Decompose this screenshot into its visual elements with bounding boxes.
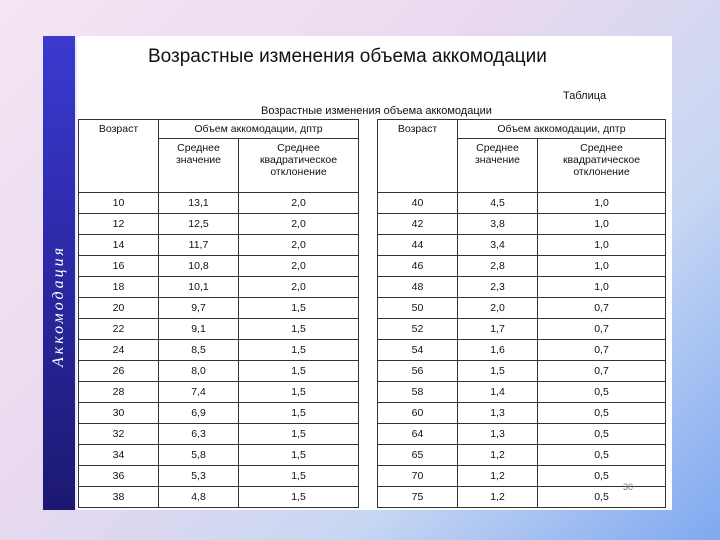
sd-cell: 1,5 (239, 298, 359, 319)
slide (43, 36, 672, 510)
sd-cell: 0,5 (538, 466, 666, 487)
sd-cell: 1,5 (239, 445, 359, 466)
age-cell: 30 (79, 403, 159, 424)
table-row (79, 319, 359, 340)
table-row (79, 403, 359, 424)
mean-cell: 1,4 (458, 382, 538, 403)
mean-cell: 9,7 (159, 298, 239, 319)
table-row (79, 256, 359, 277)
table-row (79, 445, 359, 466)
age-cell: 48 (378, 277, 458, 298)
mean-cell: 1,2 (458, 445, 538, 466)
mean-cell: 2,3 (458, 277, 538, 298)
mean-cell: 12,5 (159, 214, 239, 235)
mean-cell: 1,2 (458, 487, 538, 508)
sd-cell: 0,7 (538, 319, 666, 340)
age-cell: 10 (79, 193, 159, 214)
age-cell: 56 (378, 361, 458, 382)
sd-cell: 1,0 (538, 256, 666, 277)
age-cell: 58 (378, 382, 458, 403)
table-row (378, 277, 666, 298)
age-cell: 70 (378, 466, 458, 487)
age-cell: 24 (79, 340, 159, 361)
mean-cell: 5,8 (159, 445, 239, 466)
mean-cell: 13,1 (159, 193, 239, 214)
sd-cell: 0,7 (538, 340, 666, 361)
mean-cell: 10,1 (159, 277, 239, 298)
table-row (378, 340, 666, 361)
sd-header: Среднее квадратическое отклонение (538, 139, 666, 193)
mean-cell: 1,2 (458, 466, 538, 487)
age-cell: 52 (378, 319, 458, 340)
table-row (79, 487, 359, 508)
age-cell: 54 (378, 340, 458, 361)
sidebar-title: Аккомодация (50, 244, 67, 368)
age-cell: 42 (378, 214, 458, 235)
age-cell: 26 (79, 361, 159, 382)
accommodation-table-right (377, 119, 666, 508)
page-number: 30 (623, 482, 634, 492)
age-cell: 46 (378, 256, 458, 277)
age-header: Возраст (378, 120, 458, 193)
age-cell: 20 (79, 298, 159, 319)
sd-cell: 1,0 (538, 193, 666, 214)
mean-cell: 1,3 (458, 403, 538, 424)
volume-header: Объем аккомодации, дптр (159, 120, 359, 139)
sd-cell: 1,0 (538, 214, 666, 235)
mean-cell: 3,4 (458, 235, 538, 256)
mean-cell: 6,3 (159, 424, 239, 445)
table-row (378, 214, 666, 235)
mean-cell: 11,7 (159, 235, 239, 256)
mean-cell: 1,5 (458, 361, 538, 382)
mean-cell: 5,3 (159, 466, 239, 487)
age-header: Возраст (79, 120, 159, 193)
age-cell: 12 (79, 214, 159, 235)
accommodation-table-left (78, 119, 359, 508)
table-row (79, 340, 359, 361)
table-row (378, 424, 666, 445)
table-row (79, 193, 359, 214)
table-row (79, 214, 359, 235)
sd-cell: 0,5 (538, 445, 666, 466)
table-row (378, 319, 666, 340)
sd-cell: 0,5 (538, 403, 666, 424)
age-cell: 32 (79, 424, 159, 445)
mean-cell: 1,6 (458, 340, 538, 361)
table-row (378, 298, 666, 319)
sd-cell: 0,5 (538, 487, 666, 508)
mean-cell: 4,8 (159, 487, 239, 508)
mean-cell: 2,0 (458, 298, 538, 319)
volume-header: Объем аккомодации, дптр (458, 120, 666, 139)
sd-cell: 1,5 (239, 319, 359, 340)
table-label: Таблица (563, 90, 607, 102)
age-cell: 36 (79, 466, 159, 487)
table-row (79, 235, 359, 256)
sd-cell: 1,5 (239, 403, 359, 424)
sd-cell: 2,0 (239, 277, 359, 298)
table-row (79, 382, 359, 403)
slide-title: Возрастные изменения объема аккомодации (148, 46, 547, 67)
sd-cell: 1,5 (239, 466, 359, 487)
table-row (79, 298, 359, 319)
age-cell: 60 (378, 403, 458, 424)
age-cell: 34 (79, 445, 159, 466)
table-row (378, 361, 666, 382)
age-cell: 16 (79, 256, 159, 277)
sd-cell: 1,5 (239, 361, 359, 382)
sd-cell: 2,0 (239, 235, 359, 256)
sd-cell: 2,0 (239, 214, 359, 235)
table-row (378, 403, 666, 424)
mean-cell: 3,8 (458, 214, 538, 235)
table-row (378, 193, 666, 214)
mean-cell: 6,9 (159, 403, 239, 424)
sd-cell: 1,0 (538, 277, 666, 298)
sd-cell: 1,5 (239, 487, 359, 508)
table-row (79, 466, 359, 487)
table-row (79, 277, 359, 298)
age-cell: 40 (378, 193, 458, 214)
sd-cell: 0,7 (538, 361, 666, 382)
age-cell: 22 (79, 319, 159, 340)
sd-cell: 2,0 (239, 256, 359, 277)
mean-cell: 4,5 (458, 193, 538, 214)
sd-cell: 1,5 (239, 382, 359, 403)
mean-cell: 7,4 (159, 382, 239, 403)
age-cell: 75 (378, 487, 458, 508)
mean-cell: 8,0 (159, 361, 239, 382)
sd-header: Среднее квадратическое отклонение (239, 139, 359, 193)
age-cell: 64 (378, 424, 458, 445)
sd-cell: 1,5 (239, 424, 359, 445)
mean-cell: 1,7 (458, 319, 538, 340)
table-row (79, 361, 359, 382)
mean-cell: 1,3 (458, 424, 538, 445)
table-row (79, 424, 359, 445)
table-row (378, 235, 666, 256)
sd-cell: 0,7 (538, 298, 666, 319)
sd-cell: 2,0 (239, 193, 359, 214)
age-cell: 18 (79, 277, 159, 298)
age-cell: 14 (79, 235, 159, 256)
mean-cell: 10,8 (159, 256, 239, 277)
mean-cell: 8,5 (159, 340, 239, 361)
sd-cell: 1,5 (239, 340, 359, 361)
age-cell: 50 (378, 298, 458, 319)
sd-cell: 0,5 (538, 424, 666, 445)
table-caption: Возрастные изменения объема аккомодации (261, 105, 492, 117)
sd-cell: 0,5 (538, 382, 666, 403)
mean-cell: 2,8 (458, 256, 538, 277)
mean-cell: 9,1 (159, 319, 239, 340)
sidebar-banner (43, 36, 77, 510)
mean-header: Среднее значение (159, 139, 239, 193)
table-row (378, 256, 666, 277)
mean-header: Среднее значение (458, 139, 538, 193)
table-row (378, 445, 666, 466)
age-cell: 38 (79, 487, 159, 508)
age-cell: 44 (378, 235, 458, 256)
age-cell: 28 (79, 382, 159, 403)
table-row (378, 382, 666, 403)
age-cell: 65 (378, 445, 458, 466)
sd-cell: 1,0 (538, 235, 666, 256)
